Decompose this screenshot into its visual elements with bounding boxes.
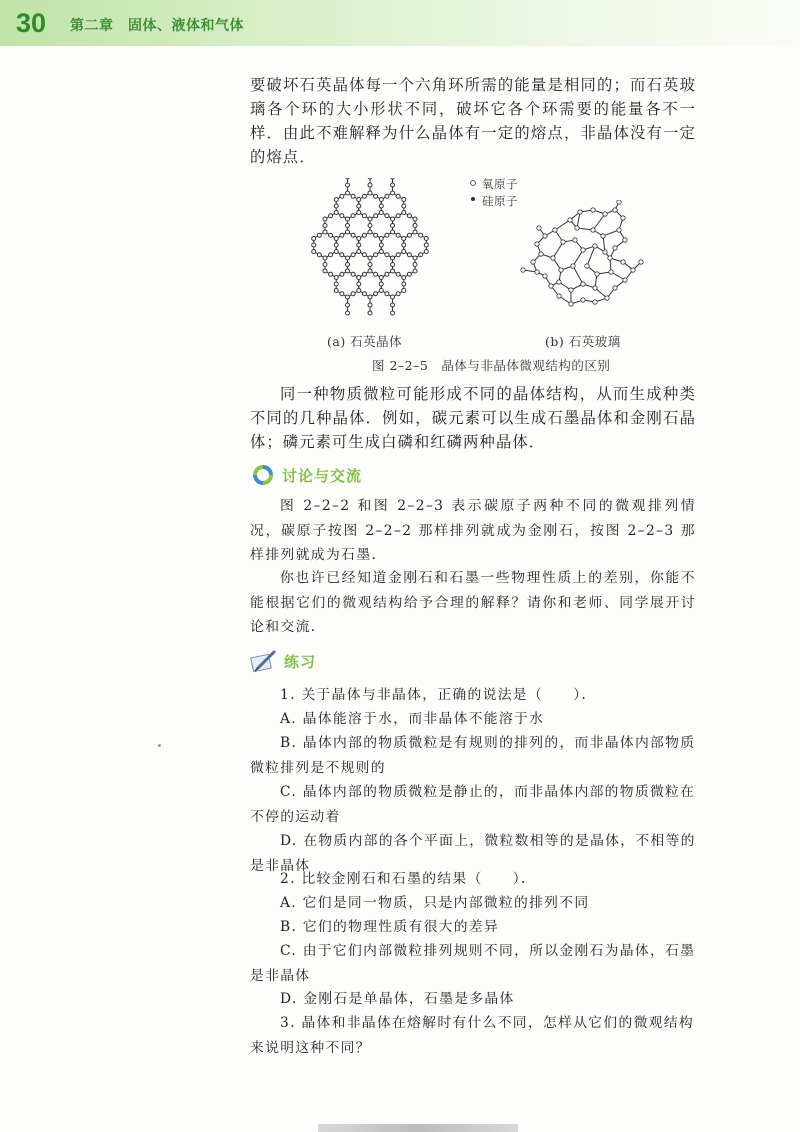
atom <box>345 295 349 299</box>
atom <box>312 237 316 241</box>
atom <box>379 198 383 202</box>
question-2-option-b: B. 它们的物理性质有很大的差异 <box>280 919 500 935</box>
atom <box>407 214 411 218</box>
atom <box>379 211 383 215</box>
exercise-title: 练习 <box>284 652 317 671</box>
discussion-title: 讨论与交流 <box>282 466 363 485</box>
legend-markers <box>468 178 480 208</box>
atom <box>340 253 344 257</box>
atom <box>345 311 349 315</box>
atom <box>379 243 383 247</box>
atom <box>391 269 395 273</box>
page-header <box>0 0 800 46</box>
atom <box>413 230 417 234</box>
atom <box>334 276 338 280</box>
quartz-glass-diagram <box>515 200 645 315</box>
atom <box>368 183 372 187</box>
atom <box>391 256 395 260</box>
atom <box>323 263 327 267</box>
atom <box>396 214 400 218</box>
atom <box>362 194 366 198</box>
discussion-paragraph-2: 你也许已经知道金刚石和石墨一些物理性质上的差别，你能不能根据它们的微观结构给予合理的解释？请你和老师、同学展开讨论和交流． <box>250 570 696 635</box>
atom <box>396 233 400 237</box>
atom <box>407 233 411 237</box>
question-2-option-d: D. 金刚石是单晶体，石墨是多晶体 <box>280 991 515 1007</box>
atom <box>345 263 349 267</box>
atom <box>323 269 327 273</box>
atom <box>374 253 378 257</box>
atom <box>362 292 366 296</box>
atom <box>334 211 338 215</box>
atom <box>357 289 361 293</box>
atom <box>340 194 344 198</box>
atom <box>368 311 372 315</box>
atom <box>357 198 361 202</box>
caption-a: (a) 石英晶体 <box>327 334 403 349</box>
atom <box>419 233 423 237</box>
paragraph-crystal-forms: 同一种物质微粒可能形成不同的晶体结构，从而生成种类不同的几种晶体．例如，碳元素可以生成石墨晶体和金刚石晶体；磷元素可生成白磷和红磷两种晶体． <box>250 385 696 451</box>
atom <box>345 224 349 228</box>
atom <box>362 214 366 218</box>
chapter-title: 第二章 固体、液体和气体 <box>70 18 244 34</box>
atom <box>368 303 372 307</box>
atom <box>329 253 333 257</box>
atom <box>357 243 361 247</box>
atom <box>368 263 372 267</box>
atom <box>391 191 395 195</box>
atom <box>391 230 395 234</box>
atom <box>368 178 372 179</box>
atom <box>391 224 395 228</box>
atom <box>357 282 361 286</box>
atom <box>368 230 372 234</box>
atom <box>391 183 395 187</box>
atom <box>323 224 327 228</box>
atom <box>351 214 355 218</box>
atom <box>402 211 406 215</box>
discussion-paragraph-1: 图 2–2–2 和图 2–2–3 表示碳原子两种不同的微观排列情况，碳原子按图 2–2–2 那样排列就成为金刚石，按图 2–2–3 那样排列就成为石墨． <box>250 498 696 563</box>
pencil-paper-icon <box>250 648 278 674</box>
atom <box>419 253 423 257</box>
atom <box>396 194 400 198</box>
atom <box>413 217 417 221</box>
page-footer-bar <box>318 1124 518 1132</box>
atom <box>413 224 417 228</box>
atom <box>379 204 383 208</box>
quartz-crystal-diagram <box>300 178 440 330</box>
question-1: 1. 关于晶体与非晶体，正确的说法是（ ）． <box>280 687 597 703</box>
atom <box>402 289 406 293</box>
atom <box>391 263 395 267</box>
atom <box>379 282 383 286</box>
atom <box>374 194 378 198</box>
atom <box>362 233 366 237</box>
atom <box>351 292 355 296</box>
atom <box>368 217 372 221</box>
page-number: 30 <box>16 8 47 38</box>
atom <box>385 292 389 296</box>
margin-speck <box>158 744 161 747</box>
atom <box>345 303 349 307</box>
legend-oxygen: 氧原子 <box>482 177 518 191</box>
atom <box>345 178 349 179</box>
caption-b: (b) 石英玻璃 <box>545 334 621 349</box>
atom <box>374 233 378 237</box>
atom <box>362 272 366 276</box>
atom <box>317 233 321 237</box>
atom <box>345 269 349 273</box>
atom <box>357 237 361 241</box>
atom <box>379 289 383 293</box>
atom <box>368 295 372 299</box>
atom <box>329 233 333 237</box>
question-2: 2. 比较金刚石和石墨的结果（ ）． <box>280 871 537 887</box>
atom <box>385 233 389 237</box>
atom <box>407 253 411 257</box>
atom <box>357 276 361 280</box>
atom <box>345 217 349 221</box>
atom <box>357 250 361 254</box>
atom <box>340 272 344 276</box>
atom <box>329 272 333 276</box>
atom <box>334 289 338 293</box>
atom <box>379 237 383 241</box>
atom <box>323 256 327 260</box>
legend-silicon: 硅原子 <box>482 194 518 208</box>
figure-caption: 图 2–2–5 晶体与非晶体微观结构的区别 <box>372 358 611 373</box>
atom <box>407 272 411 276</box>
atom <box>391 295 395 299</box>
atom <box>402 243 406 247</box>
atom <box>312 243 316 247</box>
question-2-option-a: A. 它们是同一物质，只是内部微粒的排列不同 <box>280 895 590 911</box>
question-3: 3. 晶体和非晶体在熔解时有什么不同，怎样从它们的微观结构来说明这种不同？ <box>250 1015 694 1056</box>
atom <box>385 194 389 198</box>
atom <box>368 191 372 195</box>
atom <box>374 292 378 296</box>
atom <box>323 217 327 221</box>
atom <box>402 198 406 202</box>
question-1-option-d: D. 在物质内部的各个平面上，微粒数相等的是晶体，不相等的是非晶体 <box>250 833 696 874</box>
atom <box>351 253 355 257</box>
atom <box>402 204 406 208</box>
question-2-option-c: C. 由于它们内部微粒排列规则不同，所以金刚石为晶体，石墨是非晶体 <box>250 943 696 984</box>
atom <box>334 282 338 286</box>
atom <box>329 214 333 218</box>
atom <box>340 214 344 218</box>
atom <box>374 272 378 276</box>
atom <box>391 303 395 307</box>
discussion-header <box>250 460 362 490</box>
atom <box>345 256 349 260</box>
atom <box>334 237 338 241</box>
atom <box>413 256 417 260</box>
question-1-option-a: A. 晶体能溶于水，而非晶体不能溶于水 <box>280 711 545 727</box>
question-1-option-b: B. 晶体内部的物质微粒是有规则的排列的，而非晶体内部物质微粒排列是不规则的 <box>250 735 696 776</box>
atom <box>385 272 389 276</box>
atom <box>334 204 338 208</box>
atom <box>391 217 395 221</box>
atom <box>396 272 400 276</box>
atom <box>402 250 406 254</box>
atom <box>402 237 406 241</box>
atom <box>424 243 428 247</box>
atom <box>345 183 349 187</box>
intro-paragraph: 要破坏石英晶体每一个六角环所需的能量是相同的；而石英玻璃各个环的大小形状不同，破坏它各个环需要的能量各不一样．由此不难解释为什么晶体有一定的熔点，非晶体没有一定的熔点． <box>250 76 696 166</box>
atom <box>391 178 395 179</box>
atom <box>379 250 383 254</box>
atom <box>402 276 406 280</box>
atom <box>345 191 349 195</box>
atom <box>357 211 361 215</box>
atom <box>374 214 378 218</box>
atom <box>357 204 361 208</box>
atom <box>317 253 321 257</box>
atom <box>312 250 316 254</box>
atom <box>362 253 366 257</box>
atom <box>334 250 338 254</box>
atom <box>340 292 344 296</box>
atom <box>413 269 417 273</box>
atom <box>368 256 372 260</box>
atom <box>424 250 428 254</box>
atom <box>351 233 355 237</box>
atom <box>396 253 400 257</box>
atom <box>402 282 406 286</box>
atom <box>391 311 395 315</box>
atom <box>323 230 327 234</box>
exercise-header <box>250 646 316 676</box>
discussion-icon <box>250 462 276 488</box>
atom <box>396 292 400 296</box>
atom <box>334 243 338 247</box>
atom <box>385 253 389 257</box>
question-1-option-c: C. 晶体内部的物质微粒是静止的，而非晶体内部的物质微粒在不停的运动着 <box>250 784 696 825</box>
atom <box>379 276 383 280</box>
atom <box>334 198 338 202</box>
atom <box>413 263 417 267</box>
atom <box>385 214 389 218</box>
atom <box>345 230 349 234</box>
atom <box>368 269 372 273</box>
atom <box>351 272 355 276</box>
atom <box>351 194 355 198</box>
atom <box>340 233 344 237</box>
atom <box>424 237 428 241</box>
atom <box>368 224 372 228</box>
